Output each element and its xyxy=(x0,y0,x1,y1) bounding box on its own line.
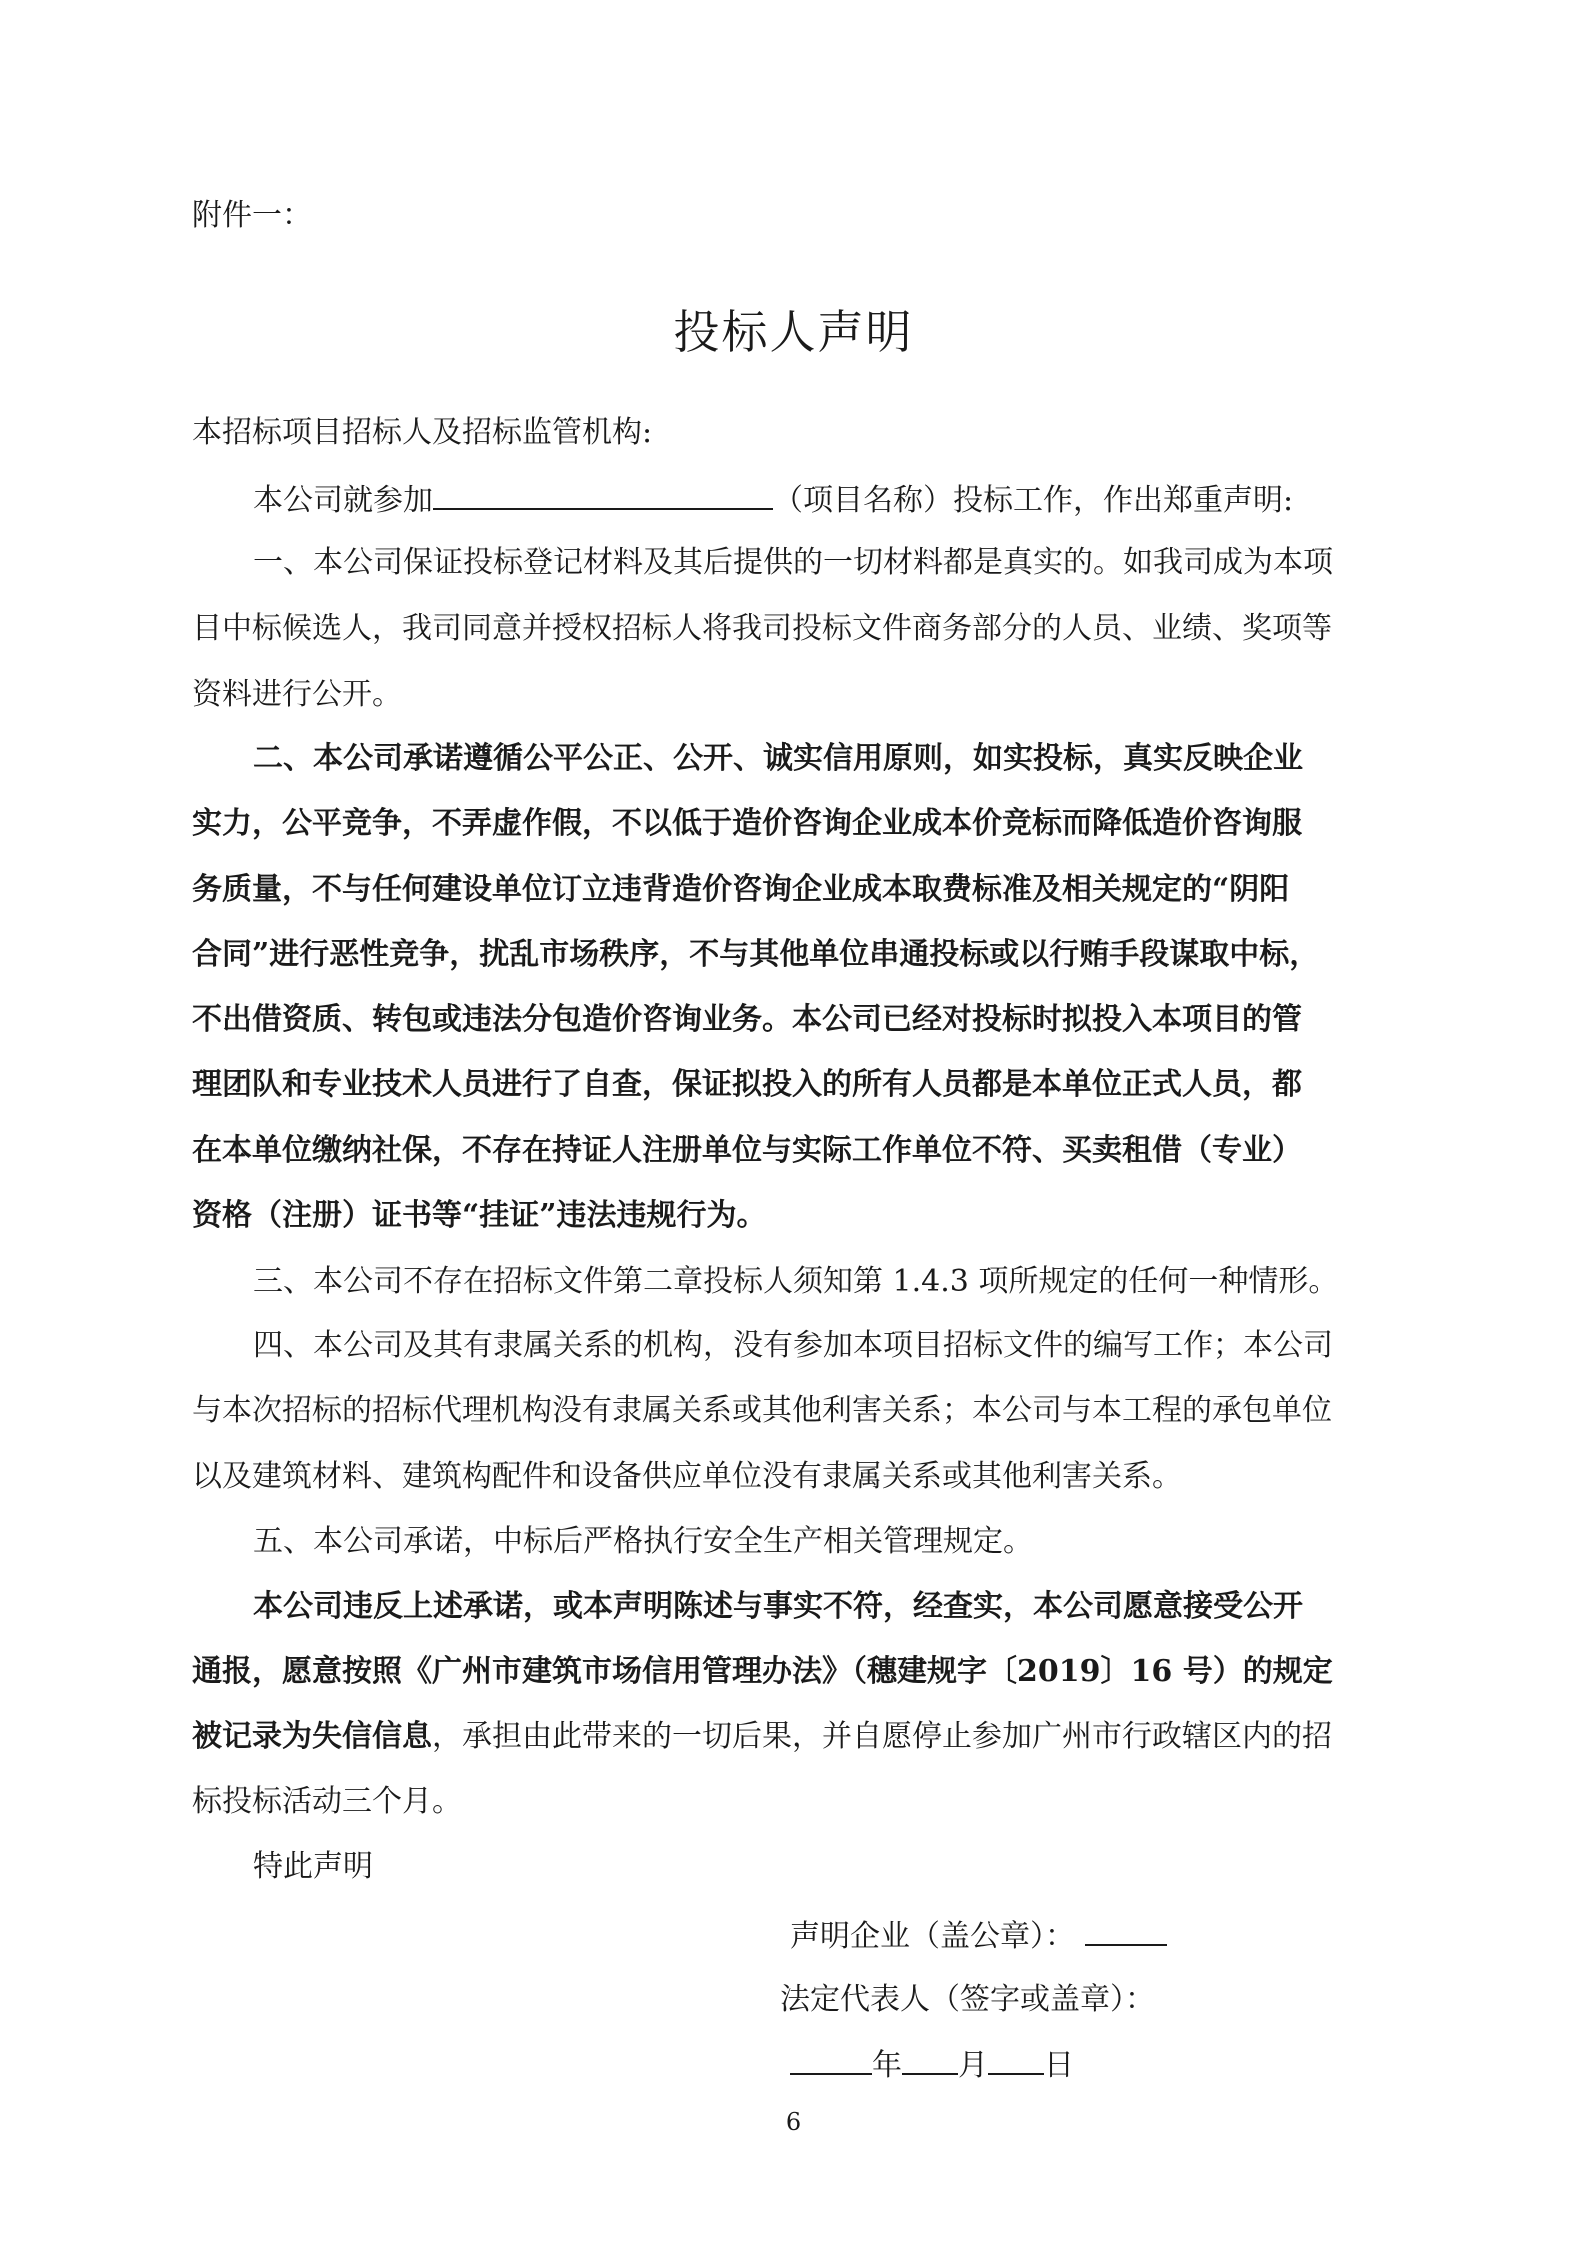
s2-line: 资格（注册）证书等“挂证”违法违规行为。 xyxy=(192,1198,767,1233)
s1-line: 资料进行公开。 xyxy=(192,677,402,712)
sign-company-line xyxy=(790,1920,1167,1952)
s4-line: 四、本公司及其有隶属关系的机构，没有参加本项目招标文件的编写工作；本公司 xyxy=(253,1328,1333,1363)
salutation: 本招标项目招标人及招标监管机构: xyxy=(192,415,653,450)
annex-label: 附件一： xyxy=(192,198,312,233)
month-blank xyxy=(902,2049,958,2075)
s3-line: 三、本公司不存在招标文件第二章投标人须知第 1.4.3 项所规定的任何一种情形。 xyxy=(253,1264,1339,1299)
year-blank xyxy=(790,2049,872,2075)
s1-line: 目中标候选人，我司同意并授权招标人将我司投标文件商务部分的人员、业绩、奖项等 xyxy=(192,611,1332,646)
day-blank xyxy=(988,2049,1044,2075)
s6-regular-part: ，承担由此带来的一切后果，并自愿停止参加广州市行政辖区内的招 xyxy=(432,1719,1332,1754)
sign-company-label: 声明企业（盖公章）： xyxy=(790,1919,1075,1954)
s2-line: 理团队和专业技术人员进行了自查，保证拟投入的所有人员都是本单位正式人员，都 xyxy=(192,1067,1302,1102)
date-month-label: 月 xyxy=(958,2048,988,2083)
closing-statement: 特此声明 xyxy=(253,1849,373,1884)
s6-line: 通报，愿意按照《广州市建筑市场信用管理办法》（穗建规字〔2019〕16 号）的规定 xyxy=(192,1654,1333,1689)
project-name-blank xyxy=(433,484,773,510)
s6-bold-part: 被记录为失信信息 xyxy=(192,1719,432,1754)
s1-line: 一、本公司保证投标登记材料及其后提供的一切材料都是真实的。如我司成为本项 xyxy=(253,545,1333,580)
intro-prefix: 本公司就参加 xyxy=(253,483,433,518)
s4-line: 与本次招标的招标代理机构没有隶属关系或其他利害关系；本公司与本工程的承包单位 xyxy=(192,1393,1332,1428)
page-number: 6 xyxy=(785,2108,802,2136)
date-day-label: 日 xyxy=(1044,2048,1074,2083)
intro-line xyxy=(253,484,1293,516)
s2-line: 实力，公平竞争，不弄虚作假，不以低于造价咨询企业成本价竞标而降低造价咨询服 xyxy=(192,806,1302,841)
s2-line: 不出借资质、转包或违法分包造价咨询业务。本公司已经对投标时拟投入本项目的管 xyxy=(192,1002,1302,1037)
company-seal-blank xyxy=(1085,1920,1167,1946)
s6-line: 标投标活动三个月。 xyxy=(192,1784,462,1819)
s2-line: 在本单位缴纳社保，不存在持证人注册单位与实际工作单位不符、买卖租借（专业） xyxy=(192,1133,1302,1168)
intro-suffix: （项目名称）投标工作，作出郑重声明: xyxy=(773,483,1294,518)
s2-line: 合同”进行恶性竞争，扰乱市场秩序，不与其他单位串通投标或以行贿手段谋取中标， xyxy=(192,937,1320,972)
page-title: 投标人声明 xyxy=(673,305,914,359)
s2-line: 二、本公司承诺遵循公平公正、公开、诚实信用原则，如实投标，真实反映企业 xyxy=(253,741,1303,776)
s6-line: 本公司违反上述承诺，或本声明陈述与事实不符，经查实，本公司愿意接受公开 xyxy=(253,1589,1303,1624)
date-line xyxy=(790,2049,1074,2081)
s4-line: 以及建筑材料、建筑构配件和设备供应单位没有隶属关系或其他利害关系。 xyxy=(192,1459,1182,1494)
date-year-label: 年 xyxy=(872,2048,902,2083)
s2-line: 务质量，不与任何建设单位订立违背造价咨询企业成本取费标准及相关规定的“阴阳 xyxy=(192,872,1290,907)
sign-rep-line: 法定代表人（签字或盖章）： xyxy=(780,1982,1155,2017)
s6-line xyxy=(192,1719,1332,1754)
s5-line: 五、本公司承诺，中标后严格执行安全生产相关管理规定。 xyxy=(253,1524,1033,1559)
